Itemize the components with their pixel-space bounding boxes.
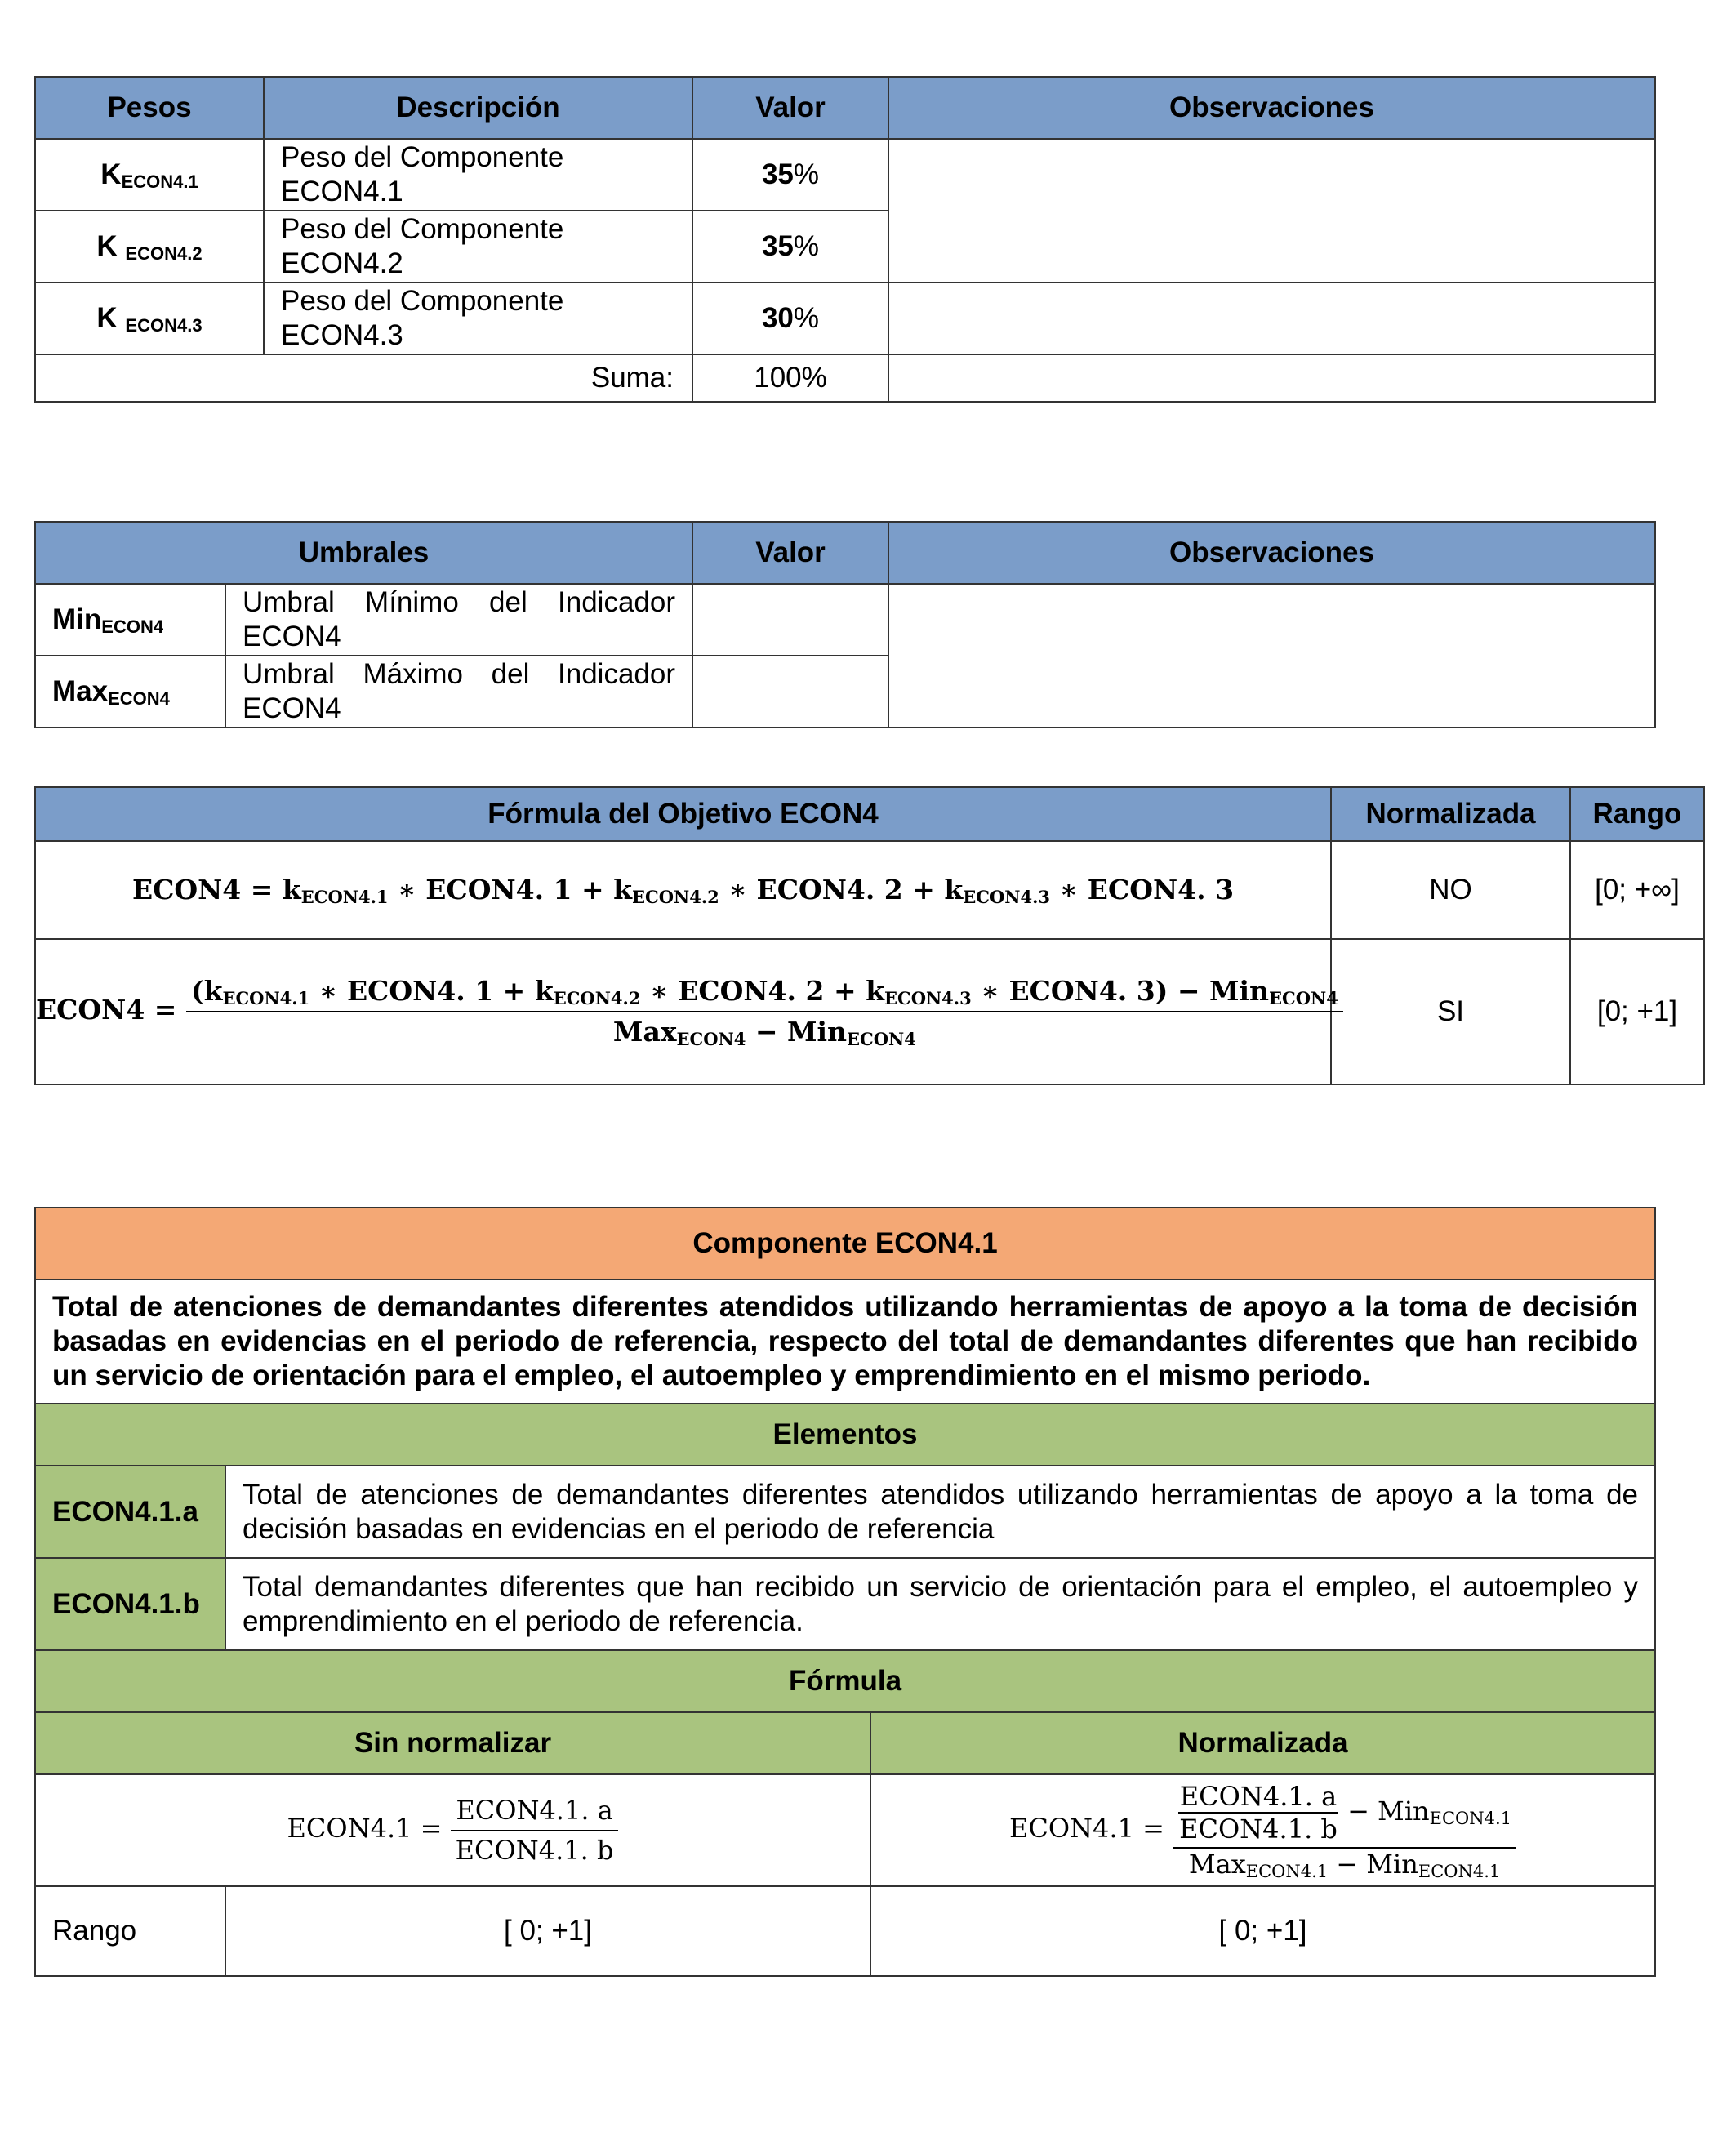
- peso-descripcion: Peso del Componente ECON4.2: [264, 211, 692, 283]
- table-row: [35, 939, 1704, 1084]
- valor-header: Valor: [692, 77, 888, 139]
- numerator: $\frac{\text{ECON4.1. a}}{\text{ECON4.1. b}}$ − Min$_{ECON4.1}$: [1173, 1781, 1516, 1849]
- observaciones-cell: [888, 283, 1655, 354]
- peso-descripcion: Peso del Componente ECON4.1: [264, 139, 692, 211]
- normalizada-value: NO: [1331, 841, 1570, 939]
- table-row: [35, 1466, 1655, 1558]
- peso-valor: 35%: [692, 139, 888, 211]
- formula-objetivo-header: Fórmula del Objetivo ECON4: [35, 787, 1331, 841]
- observaciones-cell: [888, 584, 1655, 728]
- table-row: [35, 1886, 1655, 1976]
- rango-sin-normalizar: [ 0; +1]: [225, 1886, 870, 1976]
- formula-normalizada: [870, 1774, 1655, 1886]
- peso-key: K $_{ECON4.3}$: [35, 283, 264, 354]
- peso-valor: 35%: [692, 211, 888, 283]
- denominator: ECON4.1. b: [455, 1834, 614, 1866]
- observaciones-header: Observaciones: [888, 522, 1655, 584]
- componente-description: Total de atenciones de demandantes diferentes atendidos utilizando herramientas de apoyo a la toma de decisión basadas en evidencias en el periodo de referencia, respecto del total de demandantes diferentes que han recibido un servicio de orientación para el empleo, el autoempleo y emprendimiento en el mismo periodo.: [35, 1279, 1655, 1404]
- normalizada-value: SI: [1331, 939, 1570, 1084]
- suma-label: Suma:: [35, 354, 692, 402]
- formula-expression: ECON4 = ($k_{ECON4.1}$ ∗ ECON4. $1 + k_{ECON4.2}$ ∗ ECON4. $2 + k_{ECON4.3}$ ∗ ECON4. 3) − Min$_{ECON4}$ Max$_{ECON4}$ − Min$_{ECON4}$: [36, 994, 1343, 1026]
- descripcion-header: Descripción: [264, 77, 692, 139]
- umbral-key: Min$_{ECON4}$: [35, 584, 225, 656]
- formula-objetivo-table: [34, 786, 1705, 1085]
- umbral-descripcion: Umbral Mínimo del Indicador ECON4: [225, 584, 692, 656]
- observaciones-cell: [888, 354, 1655, 402]
- umbral-valor: [692, 584, 888, 656]
- table-row: [35, 1774, 1655, 1886]
- normalizada-header: Normalizada: [870, 1712, 1655, 1774]
- formula-expression: ECON4.1 = $\frac{\text{ECON4.1. a}}{\text{ECON4.1. b}}$: [287, 1813, 619, 1844]
- formula-expression: ECON4 = $k_{ECON4.1}$ ∗ ECON4. $1 + k_{ECON4.2}$ ∗ ECON4. $2 + k_{ECON4.3}$ ∗ ECON4. 3: [131, 874, 1235, 907]
- umbral-key: Max$_{ECON4}$: [35, 656, 225, 728]
- elemento-text: Total de atenciones de demandantes diferentes atendidos utilizando herramientas de apoyo a la toma de decisión basadas en evidencias en el periodo de referencia: [225, 1466, 1655, 1558]
- peso-key: $K_{ECON4.1}$: [35, 139, 264, 211]
- umbrales-table: [34, 521, 1656, 728]
- table-row: [35, 584, 1655, 656]
- fraction: [451, 1795, 619, 1866]
- normalizada-header: Normalizada: [1331, 787, 1570, 841]
- formula-sin-normalizar: [35, 1774, 870, 1886]
- peso-key: K $_{ECON4.2}$: [35, 211, 264, 283]
- elementos-header: Elementos: [35, 1404, 1655, 1466]
- denominator: Max$_{ECON4}$ − Min$_{ECON4}$: [612, 1016, 916, 1049]
- rango-label: Rango: [35, 1886, 225, 1976]
- rango-normalizada: [ 0; +1]: [870, 1886, 1655, 1976]
- rango-value: [0; +1]: [1570, 939, 1704, 1084]
- table-row: [35, 139, 1655, 211]
- fraction: [186, 975, 1343, 1048]
- umbral-valor: [692, 656, 888, 728]
- table-row: [35, 1558, 1655, 1650]
- numerator: ECON4.1. a: [451, 1795, 617, 1831]
- inner-fraction: $\frac{\text{ECON4.1. a}}{\text{ECON4.1. b}}$: [1179, 1780, 1338, 1845]
- sin-normalizar-header: Sin normalizar: [35, 1712, 870, 1774]
- observaciones-cell: [888, 139, 1655, 283]
- elemento-code: ECON4.1.b: [35, 1558, 225, 1650]
- formula-econ4-raw: [35, 841, 1331, 939]
- table-row: [35, 283, 1655, 354]
- elemento-code: ECON4.1.a: [35, 1466, 225, 1558]
- numerator: ($k_{ECON4.1}$ ∗ ECON4. $1 + k_{ECON4.2}$ ∗ ECON4. $2 + k_{ECON4.3}$ ∗ ECON4. 3) − Min$_{ECON4}$: [186, 975, 1343, 1012]
- umbrales-header: Umbrales: [35, 522, 692, 584]
- valor-header: Valor: [692, 522, 888, 584]
- formula-econ4-normalized: [35, 939, 1338, 1084]
- suma-valor: 100%: [692, 354, 888, 402]
- formula-header: Fórmula: [35, 1650, 1655, 1712]
- table-row: [35, 841, 1704, 939]
- fraction: [1173, 1781, 1516, 1880]
- elemento-text: Total demandantes diferentes que han recibido un servicio de orientación para el empleo, el autoempleo y emprendimiento en el periodo de referencia.: [225, 1558, 1655, 1650]
- componente-title: Componente ECON4.1: [35, 1208, 1655, 1279]
- peso-descripcion: Peso del Componente ECON4.3: [264, 283, 692, 354]
- pesos-table: [34, 76, 1656, 403]
- componente-table: [34, 1207, 1656, 1977]
- formula-expression: ECON4.1 = $\frac{\text{ECON4.1. a}}{\text{ECON4.1. b}}$ − Min$_{ECON4.1}$ Max$_{ECON4.1}$ − Min$_{ECON4.1}$: [1009, 1813, 1516, 1844]
- denominator: Max$_{ECON4.1}$ − Min$_{ECON4.1}$: [1188, 1848, 1501, 1881]
- peso-valor: 30%: [692, 283, 888, 354]
- observaciones-header: Observaciones: [888, 77, 1655, 139]
- rango-value: [0; +∞]: [1570, 841, 1704, 939]
- pesos-header: Pesos: [35, 77, 264, 139]
- rango-header: Rango: [1570, 787, 1704, 841]
- umbral-descripcion: Umbral Máximo del Indicador ECON4: [225, 656, 692, 728]
- sum-row: [35, 354, 1655, 402]
